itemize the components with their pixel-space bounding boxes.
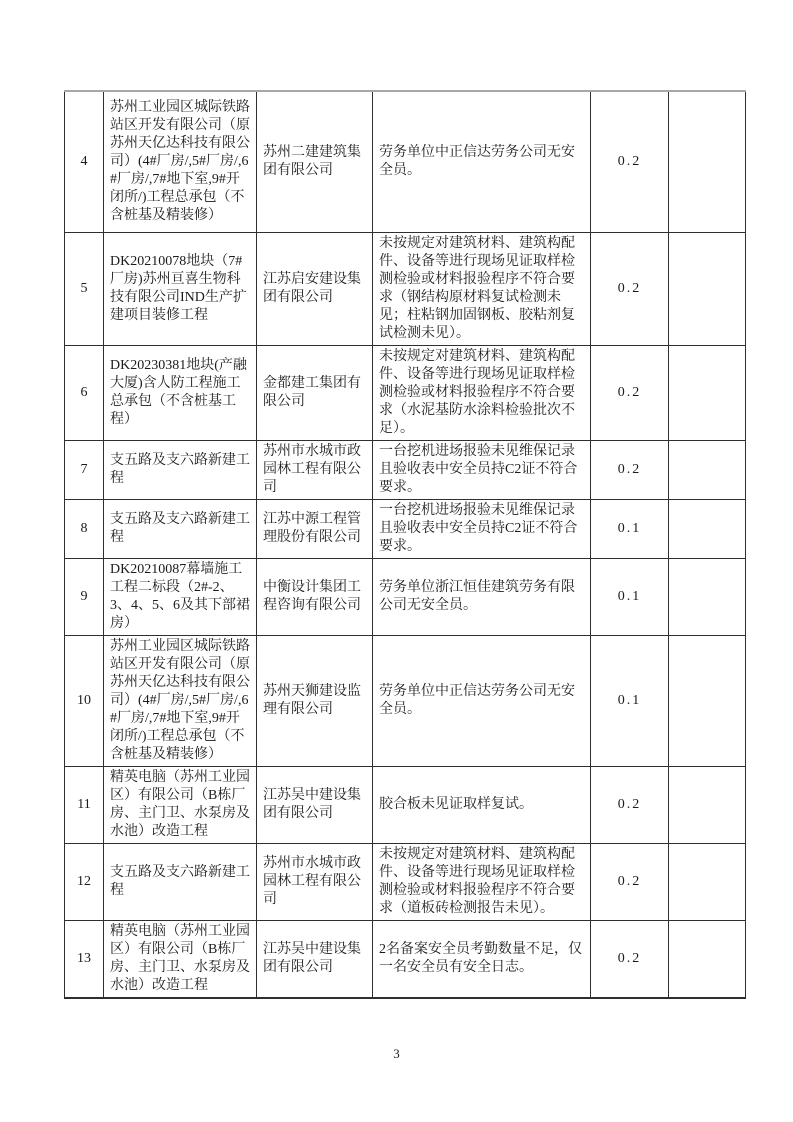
issue-description-cell: 一台挖机进场报验未见维保记录且验收表中安全员持C2证不符合要求。	[373, 499, 591, 558]
remark-cell	[669, 766, 746, 843]
row-number-cell: 12	[65, 843, 104, 920]
score-cell: 0.1	[591, 499, 669, 558]
score-cell: 0.2	[591, 345, 669, 440]
company-name-cell: 江苏中源工程管理股份有限公司	[257, 499, 373, 558]
issue-description-cell: 劳务单位浙江恒佳建筑劳务有限公司无安全员。	[373, 558, 591, 635]
project-name-cell: 精英电脑（苏州工业园区）有限公司（B栋厂房、主门卫、水泵房及水池）改造工程	[104, 920, 257, 998]
project-name-cell: 支五路及支六路新建工程	[104, 843, 257, 920]
remark-cell	[669, 345, 746, 440]
score-cell: 0.2	[591, 440, 669, 499]
row-number-cell: 4	[65, 91, 104, 232]
issue-description-cell: 劳务单位中正信达劳务公司无安全员。	[373, 635, 591, 766]
company-name-cell: 江苏吴中建设集团有限公司	[257, 920, 373, 998]
score-cell: 0.2	[591, 843, 669, 920]
project-name-cell: 精英电脑（苏州工业园区）有限公司（B栋厂房、主门卫、水泵房及水池）改造工程	[104, 766, 257, 843]
project-name-cell: 支五路及支六路新建工程	[104, 499, 257, 558]
inspection-results-table	[64, 90, 746, 999]
table-row	[65, 232, 746, 345]
company-name-cell: 金都建工集团有限公司	[257, 345, 373, 440]
table-row	[65, 558, 746, 635]
score-cell: 0.2	[591, 920, 669, 998]
remark-cell	[669, 635, 746, 766]
table-row	[65, 635, 746, 766]
score-cell: 0.2	[591, 766, 669, 843]
company-name-cell: 苏州二建建筑集团有限公司	[257, 91, 373, 232]
table-row	[65, 920, 746, 998]
company-name-cell: 中衡设计集团工程咨询有限公司	[257, 558, 373, 635]
company-name-cell: 江苏吴中建设集团有限公司	[257, 766, 373, 843]
project-name-cell: 苏州工业园区城际铁路站区开发有限公司（原苏州天亿达科技有限公司）(4#厂房/,5#厂房/,6#厂房/,7#地下室,9#开闭所/)工程总承包（不含桩基及精装修）	[104, 91, 257, 232]
issue-description-cell: 劳务单位中正信达劳务公司无安全员。	[373, 91, 591, 232]
table-row	[65, 91, 746, 232]
issue-description-cell: 胶合板未见证取样复试。	[373, 766, 591, 843]
issue-description-cell: 2名备案安全员考勤数量不足，仅一名安全员有安全日志。	[373, 920, 591, 998]
remark-cell	[669, 232, 746, 345]
row-number-cell: 6	[65, 345, 104, 440]
score-cell: 0.1	[591, 558, 669, 635]
row-number-cell: 5	[65, 232, 104, 345]
company-name-cell: 江苏启安建设集团有限公司	[257, 232, 373, 345]
company-name-cell: 苏州市水城市政园林工程有限公司	[257, 440, 373, 499]
issue-description-cell: 一台挖机进场报验未见维保记录且验收表中安全员持C2证不符合要求。	[373, 440, 591, 499]
score-cell: 0.2	[591, 232, 669, 345]
project-name-cell: DK20210078地块（7#厂房)苏州亘喜生物科技有限公司IND生产扩建项目装修工程	[104, 232, 257, 345]
table-row	[65, 440, 746, 499]
table-row	[65, 843, 746, 920]
remark-cell	[669, 440, 746, 499]
row-number-cell: 11	[65, 766, 104, 843]
row-number-cell: 13	[65, 920, 104, 998]
company-name-cell: 苏州市水城市政园林工程有限公司	[257, 843, 373, 920]
company-name-cell: 苏州天狮建设监理有限公司	[257, 635, 373, 766]
score-cell: 0.1	[591, 635, 669, 766]
remark-cell	[669, 920, 746, 998]
project-name-cell: DK20210087幕墙施工工程二标段（2#-2、3、4、5、6及其下部裙房）	[104, 558, 257, 635]
table-row	[65, 766, 746, 843]
project-name-cell: 支五路及支六路新建工程	[104, 440, 257, 499]
remark-cell	[669, 843, 746, 920]
page-number: 3	[393, 1046, 400, 1061]
project-name-cell: 苏州工业园区城际铁路站区开发有限公司（原苏州天亿达科技有限公司）(4#厂房/,5#厂房/,6#厂房/,7#地下室,9#开闭所/)工程总承包（不含桩基及精装修）	[104, 635, 257, 766]
row-number-cell: 9	[65, 558, 104, 635]
project-name-cell: DK20230381地块(产融大厦)含人防工程施工总承包（不含桩基工程）	[104, 345, 257, 440]
row-number-cell: 10	[65, 635, 104, 766]
issue-description-cell: 未按规定对建筑材料、建筑构配件、设备等进行现场见证取样检测检验或材料报验程序不符合要求（道板砖检测报告未见）。	[373, 843, 591, 920]
score-cell: 0.2	[591, 91, 669, 232]
remark-cell	[669, 91, 746, 232]
remark-cell	[669, 499, 746, 558]
table-row	[65, 345, 746, 440]
table-row	[65, 499, 746, 558]
inspection-table-body	[65, 91, 746, 998]
row-number-cell: 8	[65, 499, 104, 558]
issue-description-cell: 未按规定对建筑材料、建筑构配件、设备等进行现场见证取样检测检验或材料报验程序不符合要求（水泥基防水涂料检验批次不足）。	[373, 345, 591, 440]
remark-cell	[669, 558, 746, 635]
issue-description-cell: 未按规定对建筑材料、建筑构配件、设备等进行现场见证取样检测检验或材料报验程序不符合要求（钢结构原材料复试检测未见；柱粘钢加固钢板、胶粘剂复试检测未见）。	[373, 232, 591, 345]
row-number-cell: 7	[65, 440, 104, 499]
